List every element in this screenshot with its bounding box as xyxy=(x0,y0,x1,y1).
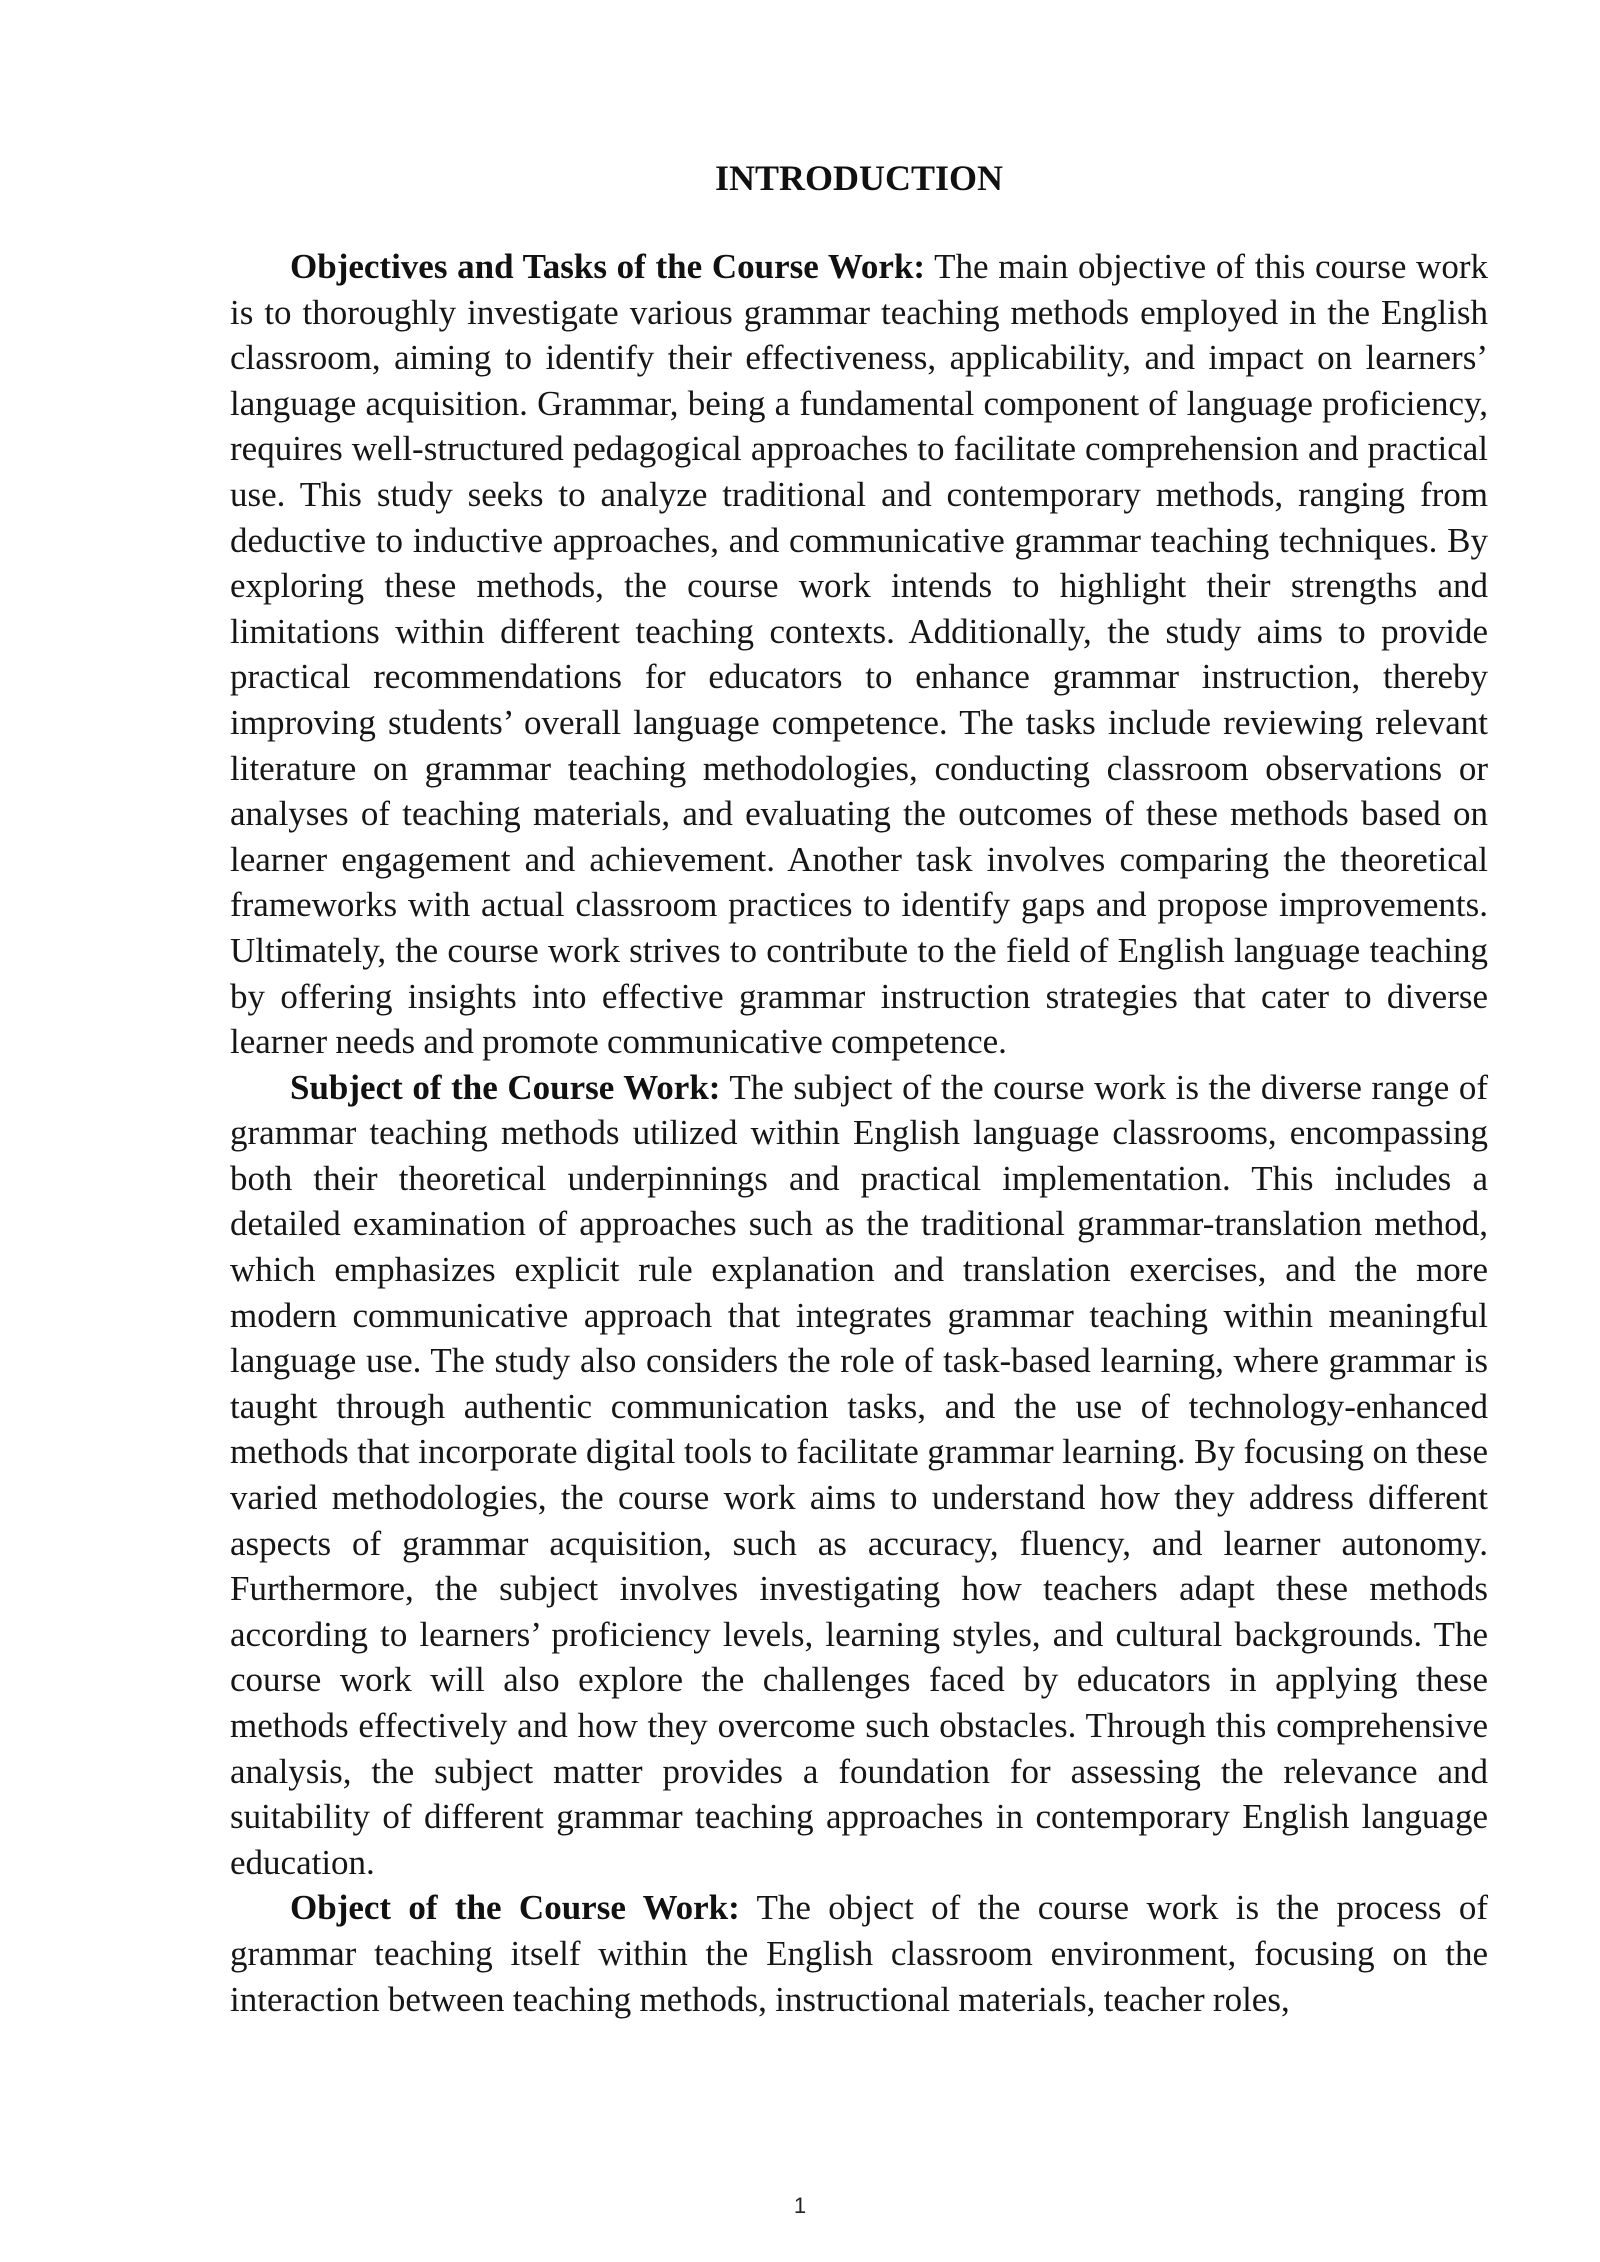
object-text: The object of the course work is the process of grammar teaching itself within the English classroom environment, focusing on the interaction between teaching methods, instructional materials, teacher roles, xyxy=(230,1888,1488,2019)
page-title: INTRODUCTION xyxy=(714,158,1004,198)
objectives-text: The main objective of this course work is to thoroughly investigate various grammar teaching methods employed in the English classroom, aiming to identify their effectiveness, applicability, and impact on learners’ language acquisition. Grammar, being a fundamental component of language proficiency, requires well-structured pedagogical approaches to facilitate comprehension and practical use. This study seeks to analyze traditional and contemporary methods, ranging from deductive to inductive approaches, and communicative grammar teaching techniques. By exploring these methods, the course work intends to highlight their strengths and limitations within different teaching contexts. Additionally, the study aims to provide practical recommendations for educators to enhance grammar instruction, thereby improving students’ overall language competence. The tasks include reviewing relevant literature on grammar teaching methodologies, conducting classroom observations or analyses of teaching materials, and evaluating the outcomes of these methods based on learner engagement and achievement. Another task involves comparing the theoretical frameworks with actual classroom practices to identify gaps and propose improvements. Ultimately, the course work strives to contribute to the field of English language teaching by offering insights into effective grammar instruction strategies that cater to diverse learner needs and promote communicative competence. xyxy=(230,247,1488,1062)
object-paragraph xyxy=(230,1885,1488,2022)
page-content xyxy=(230,150,1488,2022)
subject-text: The subject of the course work is the diverse range of grammar teaching methods utilized within English language classrooms, encompassing both their theoretical underpinnings and practical implementation. This includes a detailed examination of approaches such as the traditional grammar-translation method, which emphasizes explicit rule explanation and translation exercises, and the more modern communicative approach that integrates grammar teaching within meaningful language use. The study also considers the role of task-based learning, where grammar is taught through authentic communication tasks, and the use of technology-enhanced methods that incorporate digital tools to facilitate grammar learning. By focusing on these varied methodologies, the course work aims to understand how they address different aspects of grammar acquisition, such as accuracy, fluency, and learner autonomy. Furthermore, the subject involves investigating how teachers adapt these methods according to learners’ proficiency levels, learning styles, and cultural backgrounds. The course work will also explore the challenges faced by educators in applying these methods effectively and how they overcome such obstacles. Through this comprehensive analysis, the subject matter provides a foundation for assessing the relevance and suitability of different grammar teaching approaches in contemporary English language education. xyxy=(230,1067,1488,1882)
subject-heading: Subject of the Course Work: xyxy=(290,1067,721,1107)
page-number: 1 xyxy=(793,2193,807,2218)
object-heading: Object of the Course Work: xyxy=(290,1888,740,1928)
subject-paragraph xyxy=(230,1065,1488,1886)
objectives-paragraph xyxy=(230,244,1488,1065)
objectives-heading: Objectives and Tasks of the Course Work: xyxy=(290,247,926,286)
